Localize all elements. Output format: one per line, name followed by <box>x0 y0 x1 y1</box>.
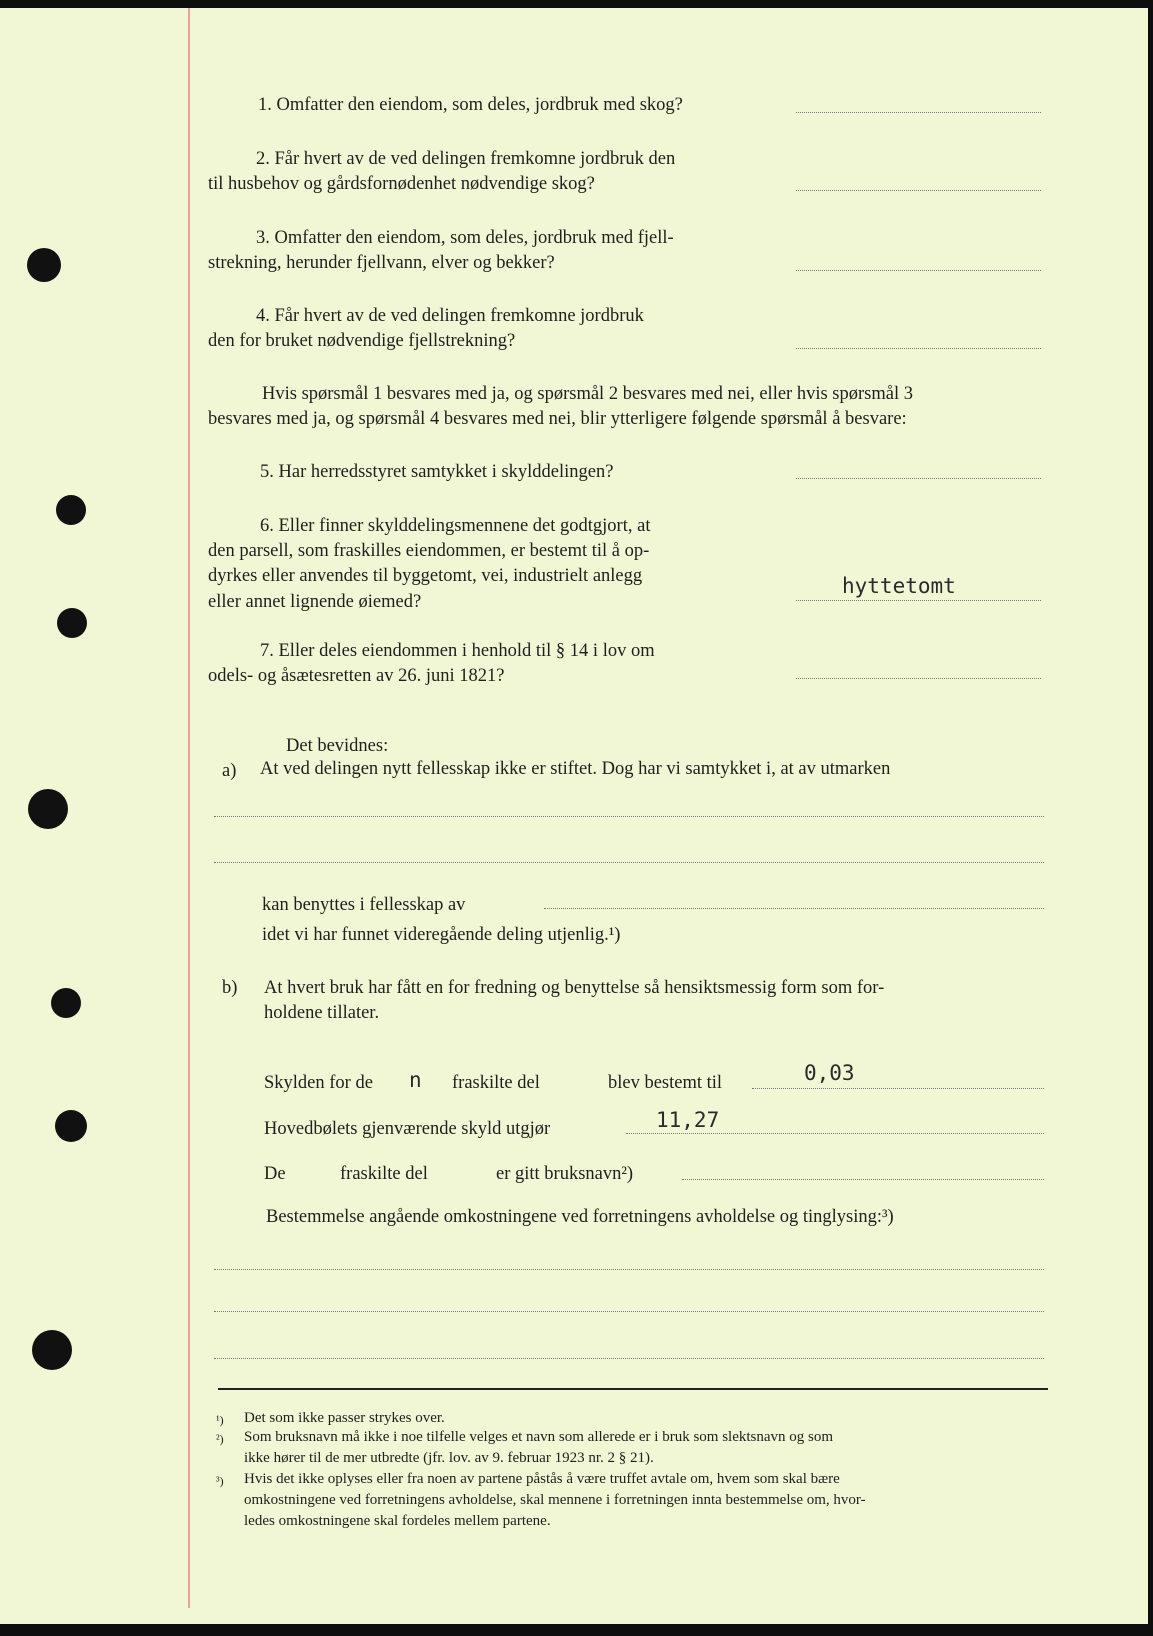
question-2-line2: til husbehov og gårdsfornødenhet nødvendige skog? <box>208 174 595 194</box>
blank-line-a1[interactable] <box>214 816 1044 817</box>
punch-hole <box>32 1330 72 1370</box>
conditional-line1: Hvis spørsmål 1 besvares med ja, og spørsmål 2 besvares med nei, eller hvis spørsmål 3 <box>262 384 913 404</box>
answer-line-q3[interactable] <box>796 270 1041 271</box>
de-label: De <box>264 1164 286 1184</box>
skyld-handwritten-suffix: n <box>409 1068 422 1092</box>
question-1: 1. Omfatter den eiendom, som deles, jordbruk med skog? <box>258 95 683 115</box>
answer-line-q4[interactable] <box>796 348 1041 349</box>
fraskilte-label: fraskilte del <box>340 1164 428 1184</box>
item-b-line1: At hvert bruk har fått en for fredning og benyttelse så hensiktsmessig form som for- <box>264 978 885 998</box>
punch-hole <box>27 248 61 282</box>
item-b-label: b) <box>222 978 238 998</box>
skyld-value-line[interactable] <box>752 1088 1044 1089</box>
bestemmelse-label: Bestemmelse angående omkostningene ved forretningens avholdelse og tinglysing:³) <box>266 1207 894 1227</box>
item-a-label: a) <box>222 761 237 781</box>
footnote-2-line1: Som bruksnavn må ikke i noe tilfelle velges et navn som allerede er i bruk som slektsnavn og som <box>244 1429 834 1445</box>
item-a-text: At ved delingen nytt fellesskap ikke er stiftet. Dog har vi samtykket i, at av utmarken <box>260 759 891 779</box>
question-6-line1: 6. Eller finner skylddelingsmennene det godtgjort, at <box>260 516 651 536</box>
punch-hole <box>28 789 68 829</box>
answer-line-q6[interactable] <box>796 600 1041 601</box>
question-5: 5. Har herredsstyret samtykket i skylddelingen? <box>260 462 614 482</box>
hovedbol-value-line[interactable] <box>626 1133 1044 1134</box>
blank-line-bestemmelse-2[interactable] <box>214 1311 1044 1312</box>
answer-line-q2[interactable] <box>796 190 1041 191</box>
bruksnavn-line[interactable] <box>682 1179 1044 1180</box>
question-4-line1: 4. Får hvert av de ved delingen fremkomne jordbruk <box>256 306 644 326</box>
question-6-line2: den parsell, som fraskilles eiendommen, er bestemt til å op- <box>208 541 650 561</box>
skyld-suffix: blev bestemt til <box>608 1073 723 1093</box>
punch-hole <box>57 608 87 638</box>
question-2-line1: 2. Får hvert av de ved delingen fremkomne jordbruk den <box>256 149 676 169</box>
footnote-1: Det som ikke passer strykes over. <box>244 1410 445 1426</box>
footnote-1-mark: ¹) <box>216 1413 224 1427</box>
conditional-line2: besvares med ja, og spørsmål 4 besvares med nei, blir ytterligere følgende spørsmål å besvare: <box>208 409 907 429</box>
answer-line-q1[interactable] <box>796 112 1041 113</box>
punch-hole <box>56 495 86 525</box>
footnote-3-line3: ledes omkostningene skal fordeles mellem partene. <box>244 1513 551 1529</box>
skyld-prefix: Skylden for de <box>264 1073 373 1093</box>
footnote-2-line2: ikke hører til de mer utbredte (jfr. lov. av 9. februar 1923 nr. 2 § 21). <box>244 1450 654 1466</box>
footnote-2-mark: ²) <box>216 1432 224 1446</box>
question-4-line2: den for bruket nødvendige fjellstrekning? <box>208 331 516 351</box>
question-6-line4: eller annet lignende øiemed? <box>208 592 422 612</box>
footnote-3-line1: Hvis det ikke oplyses eller fra noen av partene påstås å være truffet avtale om, hvem som skal bære <box>244 1471 840 1487</box>
hovedbol-label: Hovedbølets gjenværende skyld utgjør <box>264 1119 551 1139</box>
bruksnavn-label: er gitt bruksnavn²) <box>496 1164 634 1184</box>
blank-line-shared-use[interactable] <box>544 908 1044 909</box>
footnote-3-mark: ³) <box>216 1474 224 1488</box>
question-7-line1: 7. Eller deles eiendommen i henhold til § 14 i lov om <box>260 641 655 661</box>
margin-line <box>188 8 190 1608</box>
answer-line-q5[interactable] <box>796 478 1041 479</box>
punch-hole <box>51 988 81 1018</box>
blank-line-a2[interactable] <box>214 862 1044 863</box>
answer-line-q7[interactable] <box>796 678 1041 679</box>
item-a-shared-use: kan benyttes i fellesskap av <box>262 895 466 915</box>
skyld-middle: fraskilte del <box>452 1073 540 1093</box>
question-3-line2: strekning, herunder fjellvann, elver og bekker? <box>208 253 555 273</box>
hovedbol-value: 11,27 <box>656 1108 720 1132</box>
certification-heading: Det bevidnes: <box>286 736 389 756</box>
footnote-separator <box>218 1388 1048 1390</box>
punch-hole <box>55 1110 87 1142</box>
answer-q6-handwritten: hyttetomt <box>842 574 956 598</box>
question-7-line2: odels- og åsætesretten av 26. juni 1821? <box>208 666 505 686</box>
item-a-conclusion: idet vi har funnet videregående deling utjenlig.¹) <box>262 925 621 945</box>
item-b-line2: holdene tillater. <box>264 1003 380 1023</box>
skyld-value: 0,03 <box>804 1061 855 1085</box>
footnote-3-line2: omkostningene ved forretningens avholdelse, skal mennene i forretningen innta bestemmelse om, hvor- <box>244 1492 866 1508</box>
blank-line-bestemmelse-1[interactable] <box>214 1269 1044 1270</box>
question-3-line1: 3. Omfatter den eiendom, som deles, jordbruk med fjell- <box>256 228 674 248</box>
blank-line-bestemmelse-3[interactable] <box>214 1358 1044 1359</box>
question-6-line3: dyrkes eller anvendes til byggetomt, vei, industrielt anlegg <box>208 566 643 586</box>
